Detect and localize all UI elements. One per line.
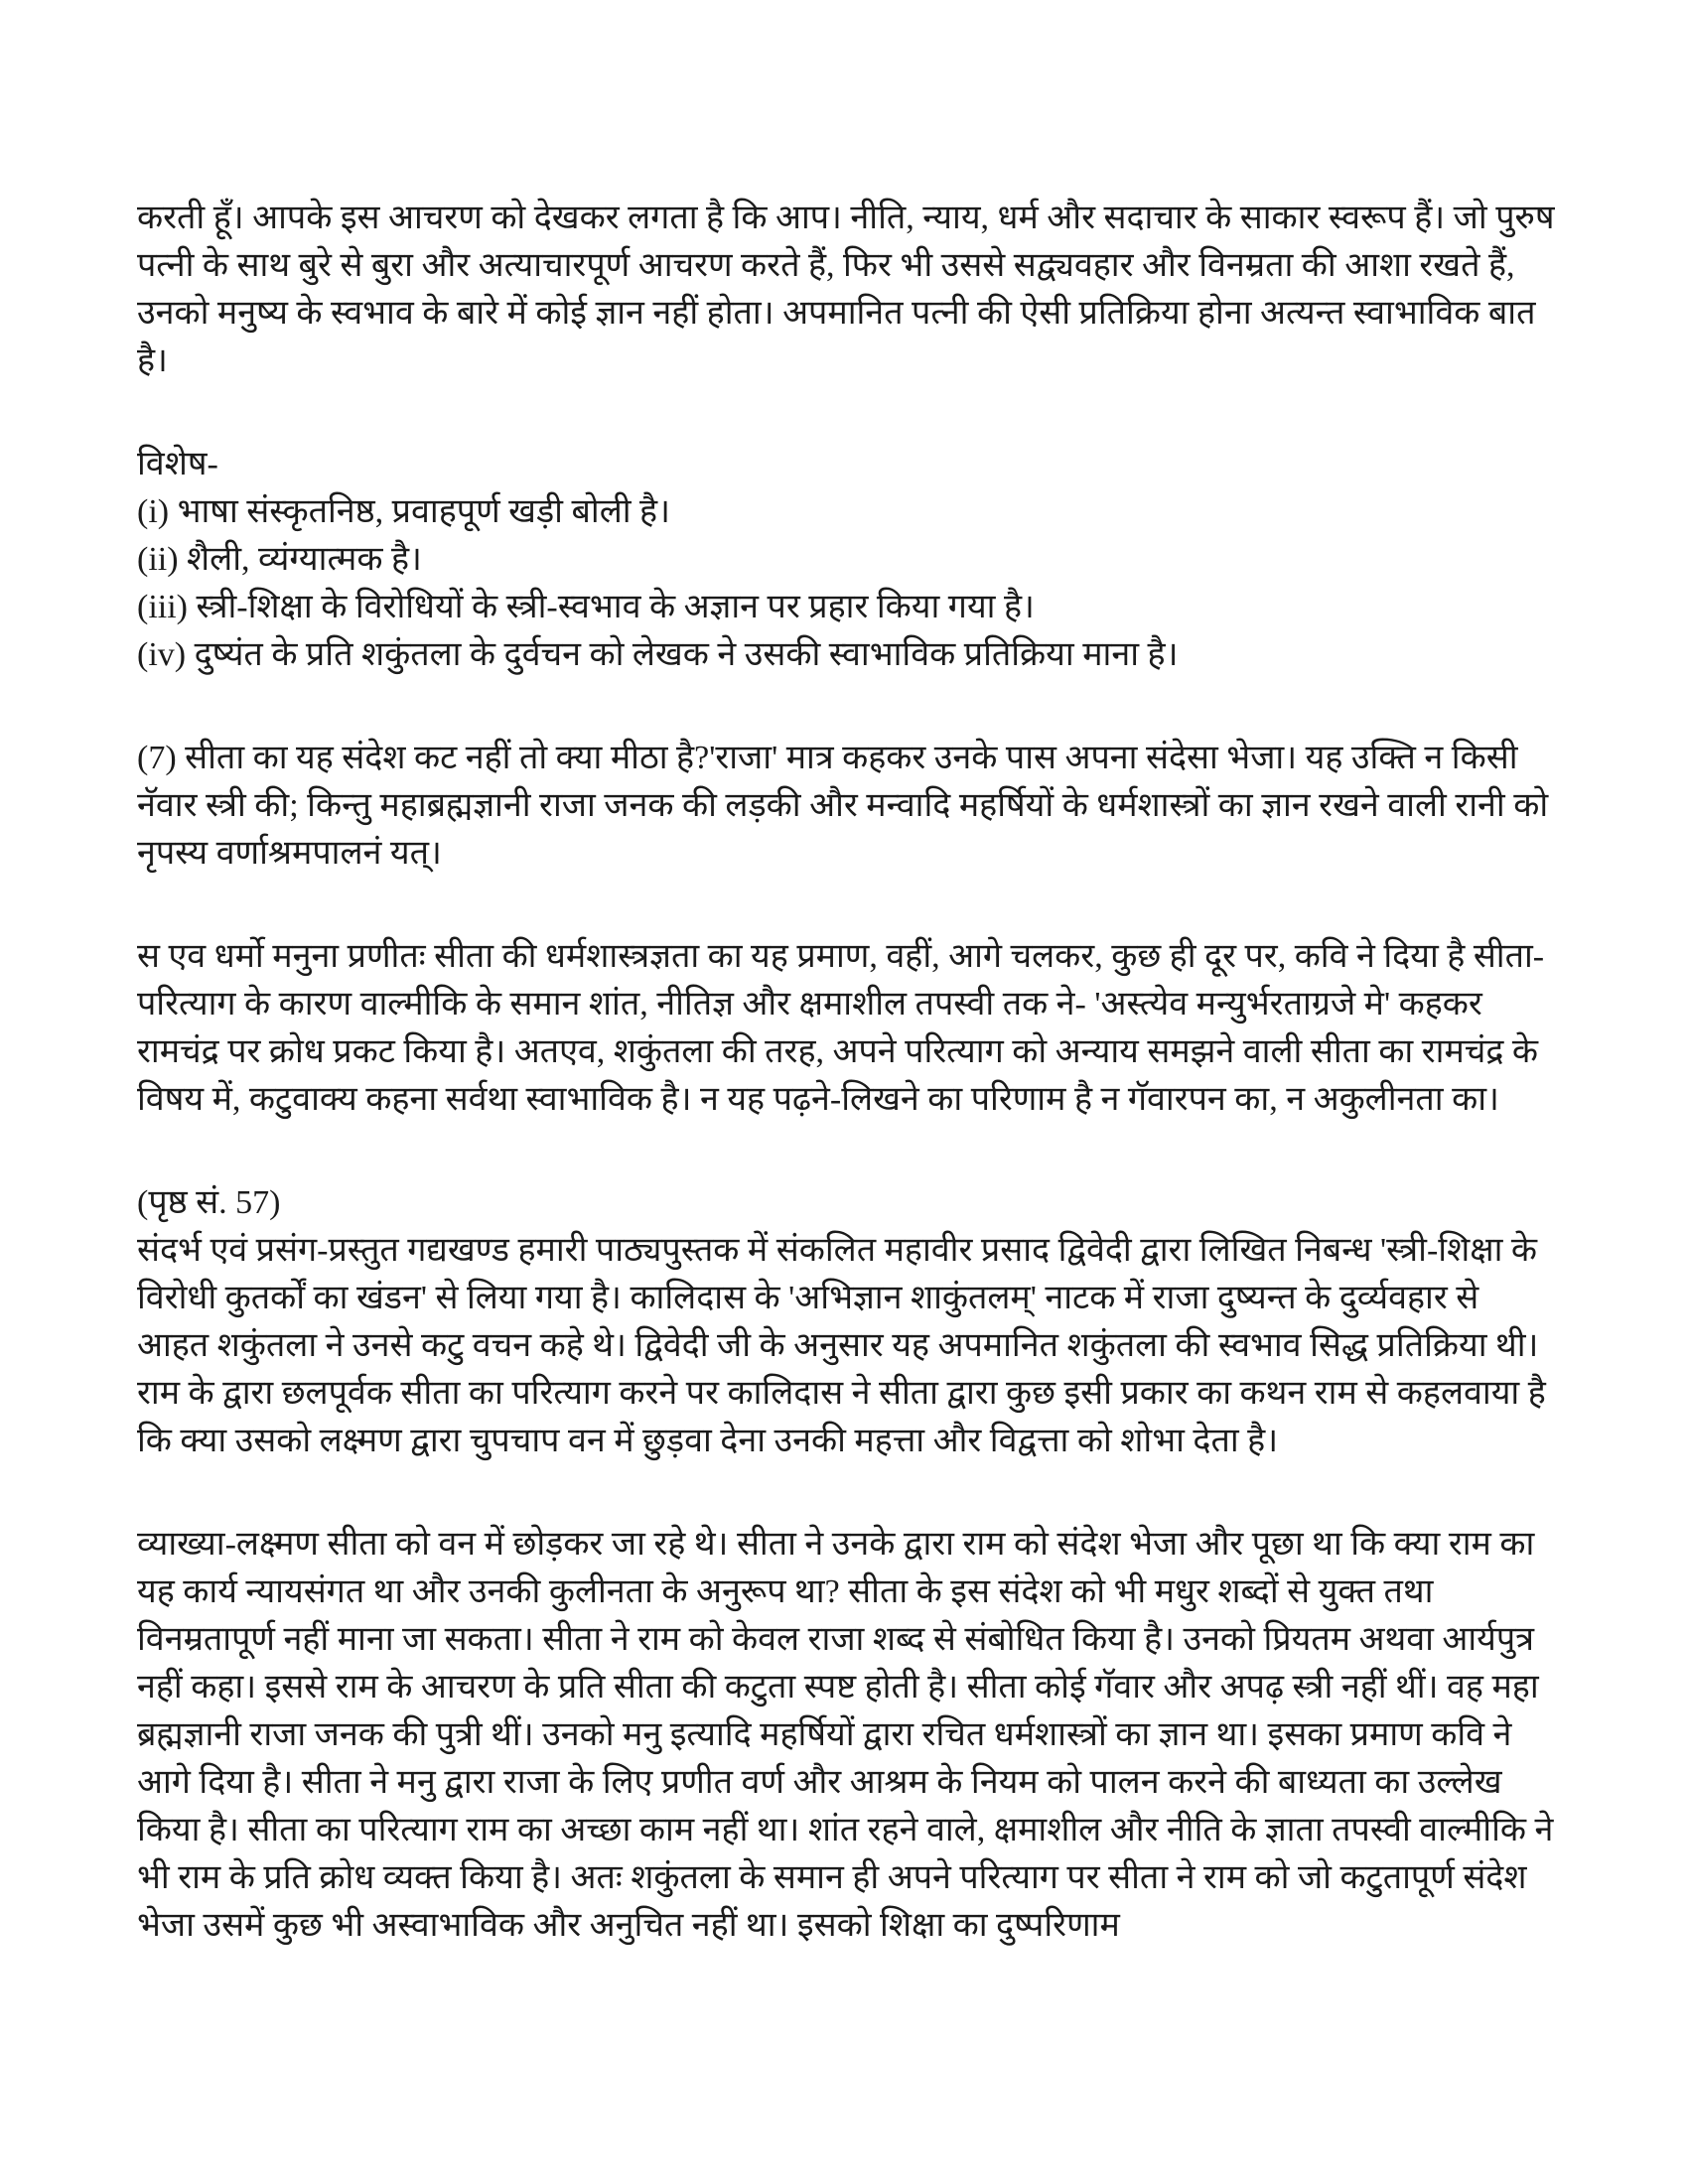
vishesh-item-1: (i) भाषा संस्कृतनिष्ठ, प्रवाहपूर्ण खड़ी बोली है। (137, 493, 670, 530)
sa-eva-paragraph: स एव धर्मो मनुना प्रणीतः सीता की धर्मशास्त्रज्ञता का यह प्रमाण, वहीं, आगे चलकर, कुछ ही दूर पर, कवि ने दिया है सीता-परित्याग के कारण वाल्मीकि के समान शांत, नीतिज्ञ और क्षमाशील तपस्वी तक ने- 'अस्त्येव मन्युर्भरताग्रजे मे' कहकर रामचंद्र पर क्रोध प्रकट किया है। अतएव, शकुंतला की तरह, अपने परित्याग को अन्याय समझने वाली सीता का रामचंद्र के विषय में, कटुवाक्य कहना सर्वथा स्वाभाविक है। न यह पढ़ने-लिखने का परिणाम है न गॅवारपन का, न अकुलीनता का। (137, 938, 1545, 1118)
sandarbh-section (137, 1179, 1557, 1465)
paragraph-7: (7) सीता का यह संदेश कट नहीं तो क्या मीठा है?'राजा' मात्र कहकर उनके पास अपना संदेसा भेजा। यह उक्ति न किसी नॅवार स्त्री की; किन्तु महाब्रह्मज्ञानी राजा जनक की लड़की और मन्वादि महर्षियों के धर्मशास्त्रों का ज्ञान रखने वाली रानी को नृपस्य वर्णाश्रमपालनं यत्। (137, 740, 1549, 872)
sandarbh-paragraph: संदर्भ एवं प्रसंग-प्रस्तुत गद्यखण्ड हमारी पाठ्यपुस्तक में संकलित महावीर प्रसाद द्विवेदी द्वारा लिखित निबन्ध 'स्त्री-शिक्षा के विरोधी कुतर्कों का खंडन' से लिया गया है। कालिदास के 'अभिज्ञान शाकुंतलम्' नाटक में राजा दुष्यन्त के दुर्व्यवहार से आहत शकुंतला ने उनसे कटु वचन कहे थे। द्विवेदी जी के अनुसार यह अपमानित शकुंतला की स्वभाव सिद्ध प्रतिक्रिया थी। राम के द्वारा छलपूर्वक सीता का परित्याग करने पर कालिदास ने सीता द्वारा कुछ इसी प्रकार का कथन राम से कहलवाया है कि क्या उसको लक्ष्मण द्वारा चुपचाप वन में छुड़वा देना उनकी महत्ता और विद्वत्ता को शोभा देता है। (137, 1232, 1546, 1459)
sa-eva-paragraph-block (137, 933, 1557, 1124)
vyakhya-paragraph-block (137, 1521, 1557, 1950)
vishesh-item-4: (iv) दुष्यंत के प्रति शकुंतला के दुर्वचन को लेखक ने उसकी स्वाभाविक प्रतिक्रिया माना है। (137, 636, 1179, 673)
opening-paragraph-block (137, 195, 1557, 385)
paragraph-7-block (137, 735, 1557, 878)
vishesh-heading: विशेष- (137, 446, 218, 482)
vyakhya-paragraph: व्याख्या-लक्ष्मण सीता को वन में छोड़कर जा रहे थे। सीता ने उनके द्वारा राम को संदेश भेजा और पूछा था कि क्या राम का यह कार्य न्यायसंगत था और उनकी कुलीनता के अनुरूप था? सीता के इस संदेश को भी मधुर शब्दों से युक्त तथा विनम्रतापूर्ण नहीं माना जा सकता। सीता ने राम को केवल राजा शब्द से संबोधित किया है। उनको प्रियतम अथवा आर्यपुत्र नहीं कहा। इससे राम के आचरण के प्रति सीता की कटुता स्पष्ट होती है। सीता कोई गॅवार और अपढ़ स्त्री नहीं थीं। वह महा ब्रह्मज्ञानी राजा जनक की पुत्री थीं। उनको मनु इत्यादि महर्षियों द्वारा रचित धर्मशास्त्रों का ज्ञान था। इसका प्रमाण कवि ने आगे दिया है। सीता ने मनु द्वारा राजा के लिए प्रणीत वर्ण और आश्रम के नियम को पालन करने की बाध्यता का उल्लेख किया है। सीता का परित्याग राम का अच्छा काम नहीं था। शांत रहने वाले, क्षमाशील और नीति के ज्ञाता तपस्वी वाल्मीकि ने भी राम के प्रति क्रोध व्यक्त किया है। अतः शकुंतला के समान ही अपने परित्याग पर सीता ने राम को जो कटुतापूर्ण संदेश भेजा उसमें कुछ भी अस्वाभाविक और अनुचित नहीं था। इसको शिक्षा का दुष्परिणाम (137, 1526, 1554, 1944)
vishesh-item-3: (iii) स्त्री-शिक्षा के विरोधियों के स्त्री-स्वभाव के अज्ञान पर प्रहार किया गया है। (137, 589, 1035, 625)
opening-paragraph: करती हूँ। आपके इस आचरण को देखकर लगता है कि आप। नीति, न्याय, धर्म और सदाचार के साकार स्वरूप हैं। जो पुरुष पत्नी के साथ बुरे से बुरा और अत्याचारपूर्ण आचरण करते हैं, फिर भी उससे सद्व्यवहार और विनम्रता की आशा रखते हैं, उनको मनुष्य के स्वभाव के बारे में कोई ज्ञान नहीं होता। अपमानित पत्नी की ऐसी प्रतिक्रिया होना अत्यन्त स्वाभाविक बात है। (137, 200, 1555, 379)
vishesh-item-2: (ii) शैली, व्यंग्यात्मक है। (137, 541, 422, 578)
page-reference: (पृष्ठ सं. 57) (137, 1184, 281, 1221)
vishesh-section (137, 441, 1557, 679)
